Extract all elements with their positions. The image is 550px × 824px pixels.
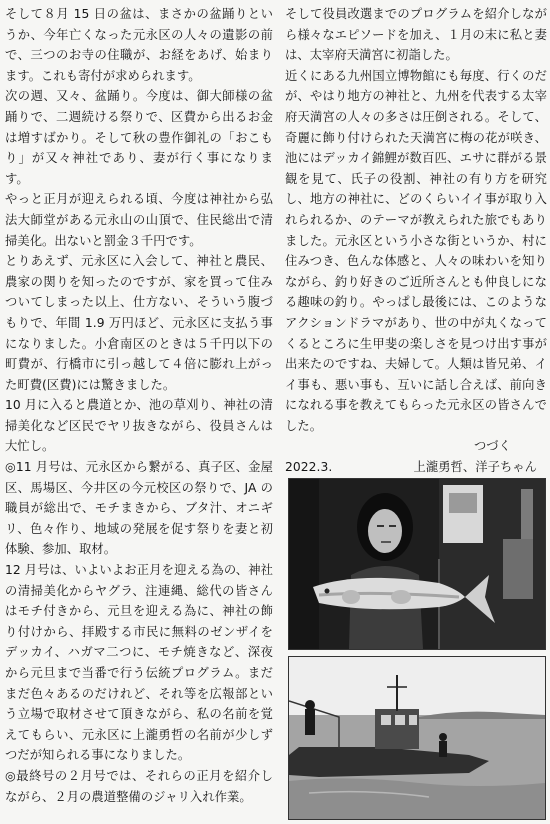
paragraph: 近くにある九州国立博物館にも毎度、行くのだが、やはり地方の神社と、九州を代表する太宰府天満宮の人々の多さは圧倒される。そして、奇麗に飾り付けられた天満宮に梅の花が咲き、池にはデッカイ錦鯉が数百匹、エサに群がる景観を見て、氏子の役割、神社の有り方を研究し、地方の神社に、どのくらいイイ事が取り入れられるか、のテーマが教えられた旅でもありました。元永区という小さな街というか、村に住みつき、色んな体感と、人々の味わいを知りながら、釣り好きのご近所さんとも仲良しになる趣味の釣り。やっぱし最後には、このようなアクションドラマがあり、世の中が丸くなってくるところに生甲斐の楽しさを見つけ出す事が出来たのですね、夫婦して。人類は皆兄弟、イイ事も、悪い事も、互いに話し合えば、前向きになれる事を教えてもらった元永区の皆さんでした。	[285, 68, 547, 433]
author-names: 上瀧勇哲、洋子ちゃん	[413, 460, 537, 475]
continued-row	[285, 436, 547, 457]
photo-woman-holding-fish	[288, 478, 546, 650]
paragraph: とりあえず、元永区に入会して、神社と農民、農家の関りを知ったのですが、家を買って住みついてしまった以上、仕方ない、そういう腹づもりで、年間 1.9 万円ほど、元永区に支払う事になりました。小倉南区のときは５千円以下の町費が、行橋市に引っ越して４倍に膨れ上がった町費(区費)には驚きました。	[5, 254, 273, 392]
date-text: 2022.3.	[285, 460, 333, 475]
right-text-column	[285, 4, 547, 478]
photo-fishing-boat	[288, 656, 546, 820]
paragraph: そして役員改選までのプログラムを紹介しながら様々なエピソードを加え、１月の末に私と妻は、太宰府天満宮に初詣した。	[285, 7, 547, 63]
paragraph: 12 月号は、いよいよお正月を迎える為の、神社の清掃美化からヤグラ、注連縄、総代の皆さんはモチ付きから、元旦を迎える為に、神社の飾り付けから、拝殿する市民に無料のゼンザイをデッカイ、ハガマ二つに、モチ焼きなど、深夜から元旦まで当番で行う伝統プログラム。まだまだ色々あるのだけれど、それ等を広報部という立場で取材させて頂きながら、私の名前を覚えてもらい、元永区に上瀧勇哲の名前が少しずつだが知られる事になりました。	[5, 563, 273, 763]
signature-row	[285, 457, 547, 478]
paragraph: 次の週、又々、盆踊り。今度は、御大師様の盆踊りで、二週続ける祭りで、区費から出るお金は増すばかり。そして秋の豊作御礼の「おこもり」が又々神社であり、妻が行く事になります。	[5, 89, 273, 186]
paragraph: 10 月に入ると農道とか、池の草刈り、神社の清掃美化など区民でヤリ抜きながら、役員さんは大忙し。	[5, 398, 273, 454]
paragraph: ◎最終号の２月号では、それらの正月を紹介しながら、２月の農道整備のジャリ入れ作業。	[5, 768, 273, 804]
paragraph: そして８月 15 日の盆は、まさかの盆踊りというか、今年亡くなった元永区の人々の遺影の前で、三つのお寺の住職が、お経をあげ、始まります。これも寄付が求められます。	[5, 7, 273, 83]
continued-label: つづく	[473, 439, 511, 454]
paragraph: やっと正月が迎えられる頃、今度は神社から弘法大師堂がある元永山の山頂で、住民総出で清掃美化。出ないと罰金３千円です。	[5, 192, 273, 248]
left-text-column	[5, 4, 273, 807]
paragraph: ◎11 月号は、元永区から繋がる、真子区、金屋区、馬場区、今井区の今元校区の祭りで、JA の職員が総出で、モチまきから、ブタ汁、オニギリ、色々作り、地域の発展を促す祭りを妻と初体験、参加、取材。	[5, 460, 273, 557]
